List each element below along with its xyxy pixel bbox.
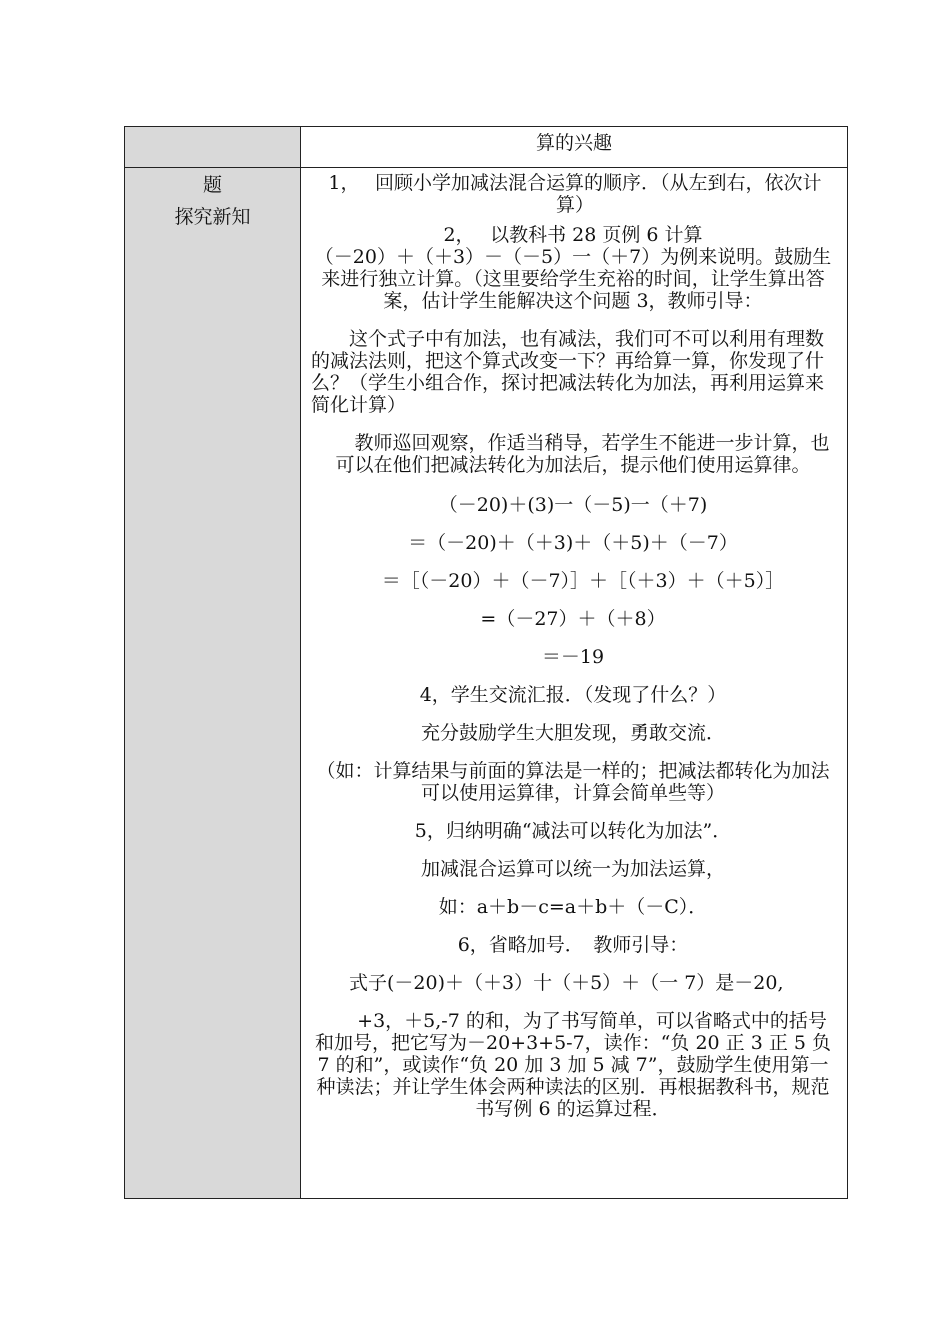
step-2-text: 2， 以教科书 28 页例 6 计算 <box>443 224 703 246</box>
calc-line-1: （－20)＋(3)一（－5)一（＋7) <box>438 494 708 516</box>
table-row <box>125 127 848 168</box>
formula-example-text: 如：a＋b－c=a＋b＋（－C）． <box>438 896 708 918</box>
right-header-cell <box>301 127 848 168</box>
calc-result: ＝－19 <box>541 646 605 668</box>
calc-line-2: ＝（－20)＋（＋3)＋（＋5)＋（－7） <box>408 532 738 554</box>
discussion-paragraph: 这个式子中有加法，也有减法，我们可不可以利用有理数的减法法则，把这个算式改变一下？再给算一算，你发现了什么？（学生小组合作，探讨把减法转化为加法，再利用运算来简化计算） <box>311 328 825 416</box>
left-label-cell <box>125 168 301 1199</box>
calc-line-4: =（－27）＋（＋8） <box>480 608 666 630</box>
content-cell <box>301 168 848 1199</box>
left-header-cell <box>125 127 301 168</box>
simplification-paragraph: +3，＋5,-7 的和，为了书写简单，可以省略式中的括号和加号，把它写为－20+3+5-7，读作：“负 20 正 3 正 5 负 7 的和”，或读作“负 20 加 3 加 5 减 7”，鼓励学生使用第一种读法；并让学生体会两种读法的区别．再根据教科书，规范书写例 6 的运算过程． <box>314 1010 831 1120</box>
lesson-table <box>124 126 848 1199</box>
encourage-text: 充分鼓励学生大胆发现，勇敢交流． <box>420 722 725 744</box>
topic-label: 题 <box>202 174 222 196</box>
step-5-text: 5，归纳明确“减法可以转化为加法”． <box>414 820 732 842</box>
step-6-text: 6，省略加号． 教师引导： <box>457 934 689 956</box>
example-findings-text: （如：计算结果与前面的算法是一样的；把减法都转化为加法可以使用运算律，计算会简单些等） <box>316 760 830 804</box>
example-expression-text: （－20）＋（＋3）－（－5）一（＋7）为例来说明。鼓励生来进行独立计算。（这里要给学生充裕的时间，让学生算出答案，估计学生能解决这个问题 3，教师引导： <box>314 246 832 312</box>
teacher-observation-paragraph: 教师巡回观察，作适当稍导，若学生不能进一步计算，也可以在他们把减法转化为加法后，提示他们使用运算律。 <box>335 432 830 476</box>
table-row <box>125 168 848 1199</box>
step-4-text: 4，学生交流汇报．（发现了什么？） <box>419 684 727 706</box>
content-body <box>301 168 847 1120</box>
step-1-text: 1， 回顾小学加减法混合运算的顺序．（从左到右，依次计算） <box>328 172 822 216</box>
unify-addition-text: 加减混合运算可以统一为加法运算， <box>420 858 725 880</box>
header-text: 算的兴趣 <box>535 132 612 154</box>
section-label: 探究新知 <box>174 206 251 228</box>
expression-line: 式子(－20)＋（＋3）十（＋5）＋（一 7）是－20, <box>349 972 784 994</box>
calc-line-3: ＝［（－20）＋（－7）］＋［（＋3）＋（＋5）］ <box>381 570 785 592</box>
